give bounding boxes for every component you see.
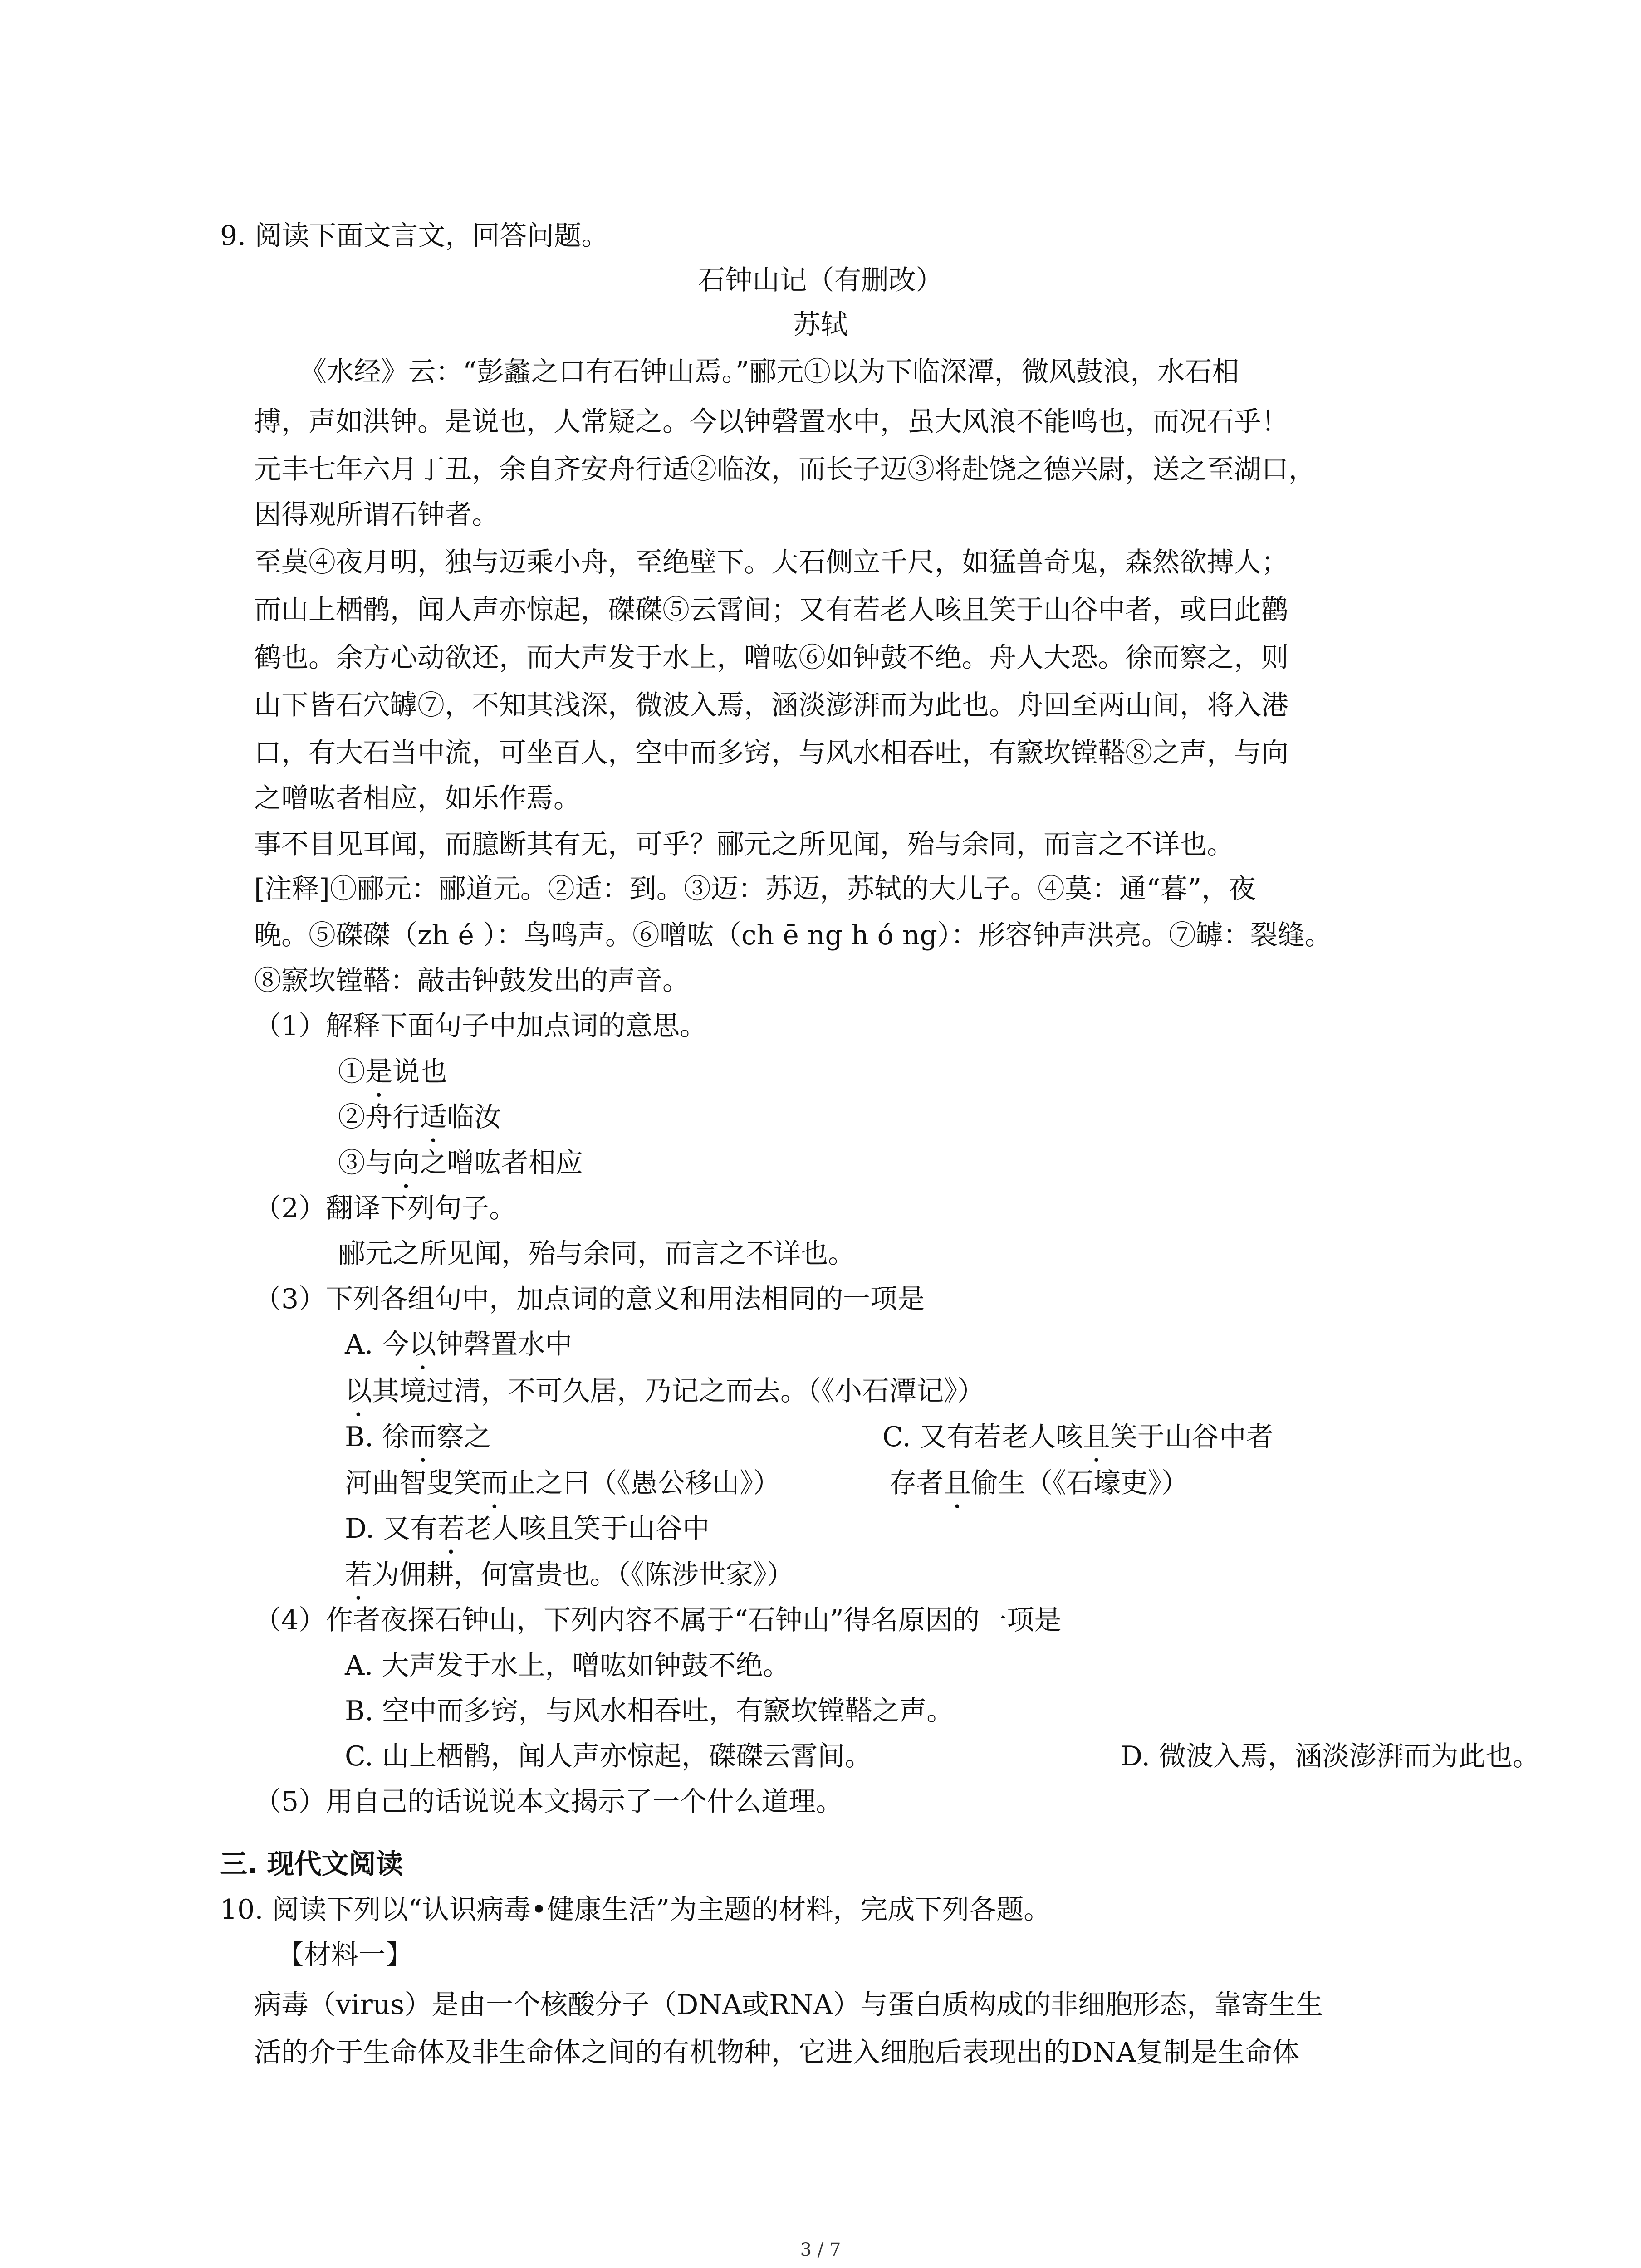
option-d-line-1: D. 又有若老人咳且笑于山谷中: [345, 1513, 710, 1545]
passage-line: 而山上栖鹘，闻人声亦惊起，磔磔⑤云霄间；又有若老人咳且笑于山谷中者，或曰此鹳: [254, 594, 1288, 626]
subquestion-4-stem: （4）作者夜探石钟山，下列内容不属于“石钟山”得名原因的一项是: [254, 1604, 1062, 1636]
option-a-line-2: 以其境过清，不可久居，乃记之而去。（《小石潭记》）: [345, 1375, 985, 1407]
notes-line: 晚。⑤磔磔（zh é ）：鸟鸣声。⑥噌吰（ch ē ng h ó ng）：形容钟声洪亮。⑦罅：裂缝。: [254, 919, 1332, 951]
subquestion-1-stem: （1）解释下面句子中加点词的意思。: [254, 1010, 707, 1042]
subquestion-4-option-d: D. 微波入焉，涵淡澎湃而为此也。: [1121, 1740, 1540, 1772]
passage-line: 之噌吰者相应，如乐作焉。: [254, 782, 581, 814]
option-a-line-1: A. 今以钟磬置水中: [345, 1329, 573, 1360]
option-c-line-1: C. 又有若老人咳且笑于山谷中者: [882, 1421, 1274, 1453]
material-label: 【材料一】: [277, 1939, 413, 1971]
subquestion-4-option-c: C. 山上栖鹘，闻人声亦惊起，磔磔云霄间。: [345, 1740, 872, 1772]
subquestion-5-stem: （5）用自己的话说说本文揭示了一个什么道理。: [254, 1786, 843, 1818]
subquestion-2-sentence: 郦元之所见闻，殆与余同，而言之不详也。: [338, 1238, 855, 1270]
passage-line: 口，有大石当中流，可坐百人，空中而多窍，与风水相吞吐，有窾坎镗鞳⑧之声，与向: [254, 737, 1288, 769]
passage-line: 鹤也。余方心动欲还，而大声发于水上，噌吰⑥如钟鼓不绝。舟人大恐。徐而察之，则: [254, 642, 1288, 674]
subquestion-1-item: ③与向之噌吰者相应: [338, 1147, 583, 1179]
question-9-stem: 9. 阅读下面文言文，回答问题。: [220, 220, 609, 252]
passage-author: 苏轼: [793, 309, 848, 341]
passage-line: 至莫④夜月明，独与迈乘小舟，至绝壁下。大石侧立千尺，如猛兽奇鬼，森然欲搏人；: [254, 547, 1288, 578]
page-number: 3 / 7: [800, 2239, 841, 2260]
subquestion-1-item: ②舟行适临汝: [338, 1101, 501, 1133]
passage-line: 因得观所谓石钟者。: [254, 499, 499, 531]
passage-title: 石钟山记（有删改）: [698, 264, 943, 296]
subquestion-2-stem: （2）翻译下列句子。: [254, 1193, 517, 1224]
option-b-line-1: B. 徐而察之: [345, 1421, 491, 1453]
passage-line: 事不目见耳闻，而臆断其有无，可乎？郦元之所见闻，殆与余同，而言之不详也。: [254, 829, 1234, 860]
notes-line: [注释]①郦元：郦道元。②适：到。③迈：苏迈，苏轼的大儿子。④莫：通“暮”，夜: [254, 873, 1256, 905]
passage-line: 《水经》云：“彭蠡之口有石钟山焉。”郦元①以为下临深潭，微风鼓浪，水石相: [299, 356, 1239, 388]
subquestion-3-stem: （3）下列各组句中，加点词的意义和用法相同的一项是: [254, 1283, 925, 1315]
option-c-line-2: 存者且偷生（《石壕吏》）: [889, 1467, 1189, 1499]
option-b-line-2: 河曲智叟笑而止之曰（《愚公移山》）: [345, 1467, 780, 1499]
section-heading: 三. 现代文阅读: [220, 1848, 403, 1880]
subquestion-4-option-a: A. 大声发于水上，噌吰如钟鼓不绝。: [345, 1650, 790, 1681]
material-line: 病毒（virus）是由一个核酸分子（DNA或RNA）与蛋白质构成的非细胞形态，靠寄生生: [254, 1989, 1323, 2021]
material-line: 活的介于生命体及非生命体之间的有机物种，它进入细胞后表现出的DNA复制是生命体: [254, 2037, 1299, 2068]
subquestion-1-item: ①是说也: [338, 1056, 447, 1088]
notes-line: ⑧窾坎镗鞳：敲击钟鼓发出的声音。: [254, 965, 690, 997]
passage-line: 搏，声如洪钟。是说也，人常疑之。今以钟磬置水中，虽大风浪不能鸣也，而况石乎！: [254, 406, 1288, 438]
passage-line: 山下皆石穴罅⑦，不知其浅深，微波入焉，涵淡澎湃而为此也。舟回至两山间，将入港: [254, 689, 1288, 721]
subquestion-4-option-b: B. 空中而多窍，与风水相吞吐，有窾坎镗鞳之声。: [345, 1695, 954, 1727]
option-d-line-2: 若为佣耕，何富贵也。（《陈涉世家》）: [345, 1559, 794, 1591]
passage-line: 元丰七年六月丁丑，余自齐安舟行适②临汝，而长子迈③将赴饶之德兴尉，送之至湖口，: [254, 454, 1316, 485]
question-10-stem: 10. 阅读下列以“认识病毒•健康生活”为主题的材料，完成下列各题。: [220, 1894, 1051, 1926]
